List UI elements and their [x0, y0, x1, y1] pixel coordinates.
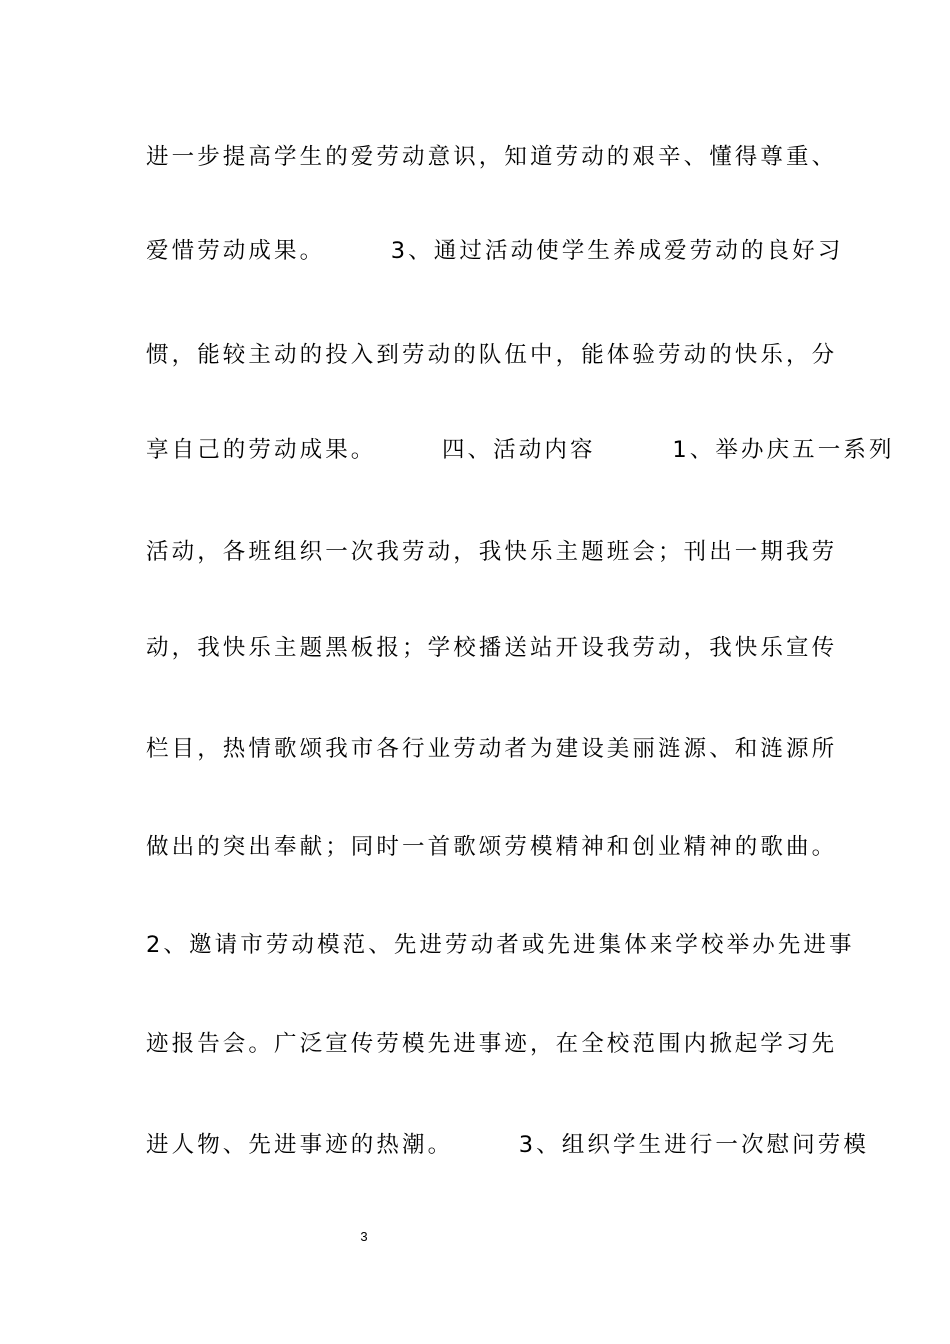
paragraph-line: 迹报告会。广泛宣传劳模先进事迹，在全校范围内掀起学习先: [146, 1031, 838, 1057]
paragraph-line: 进一步提高学生的爱劳动意识，知道劳动的艰辛、懂得尊重、: [146, 144, 838, 170]
paragraph-line: 做出的突出奉献；同时一首歌颂劳模精神和创业精神的歌曲。: [146, 834, 838, 860]
page-number: 3: [360, 1229, 368, 1244]
paragraph-line: 栏目，热情歌颂我市各行业劳动者为建设美丽涟源、和涟源所: [146, 736, 838, 762]
paragraph-line: 享自己的劳动成果。 四、活动内容 1、举办庆五一系列: [146, 437, 895, 463]
paragraph-line: 动，我快乐主题黑板报；学校播送站开设我劳动，我快乐宣传: [146, 635, 838, 661]
paragraph-line: 爱惜劳动成果。 3、通过活动使学生养成爱劳动的良好习: [146, 238, 844, 264]
paragraph-line: 2、邀请市劳动模范、先进劳动者或先进集体来学校举办先进事: [146, 932, 855, 958]
paragraph-line: 惯，能较主动的投入到劳动的队伍中，能体验劳动的快乐，分: [146, 342, 838, 368]
paragraph-line: 活动，各班组织一次我劳动，我快乐主题班会；刊出一期我劳: [146, 539, 838, 565]
paragraph-line: 进人物、先进事迹的热潮。 3、组织学生进行一次慰问劳模: [146, 1132, 869, 1158]
